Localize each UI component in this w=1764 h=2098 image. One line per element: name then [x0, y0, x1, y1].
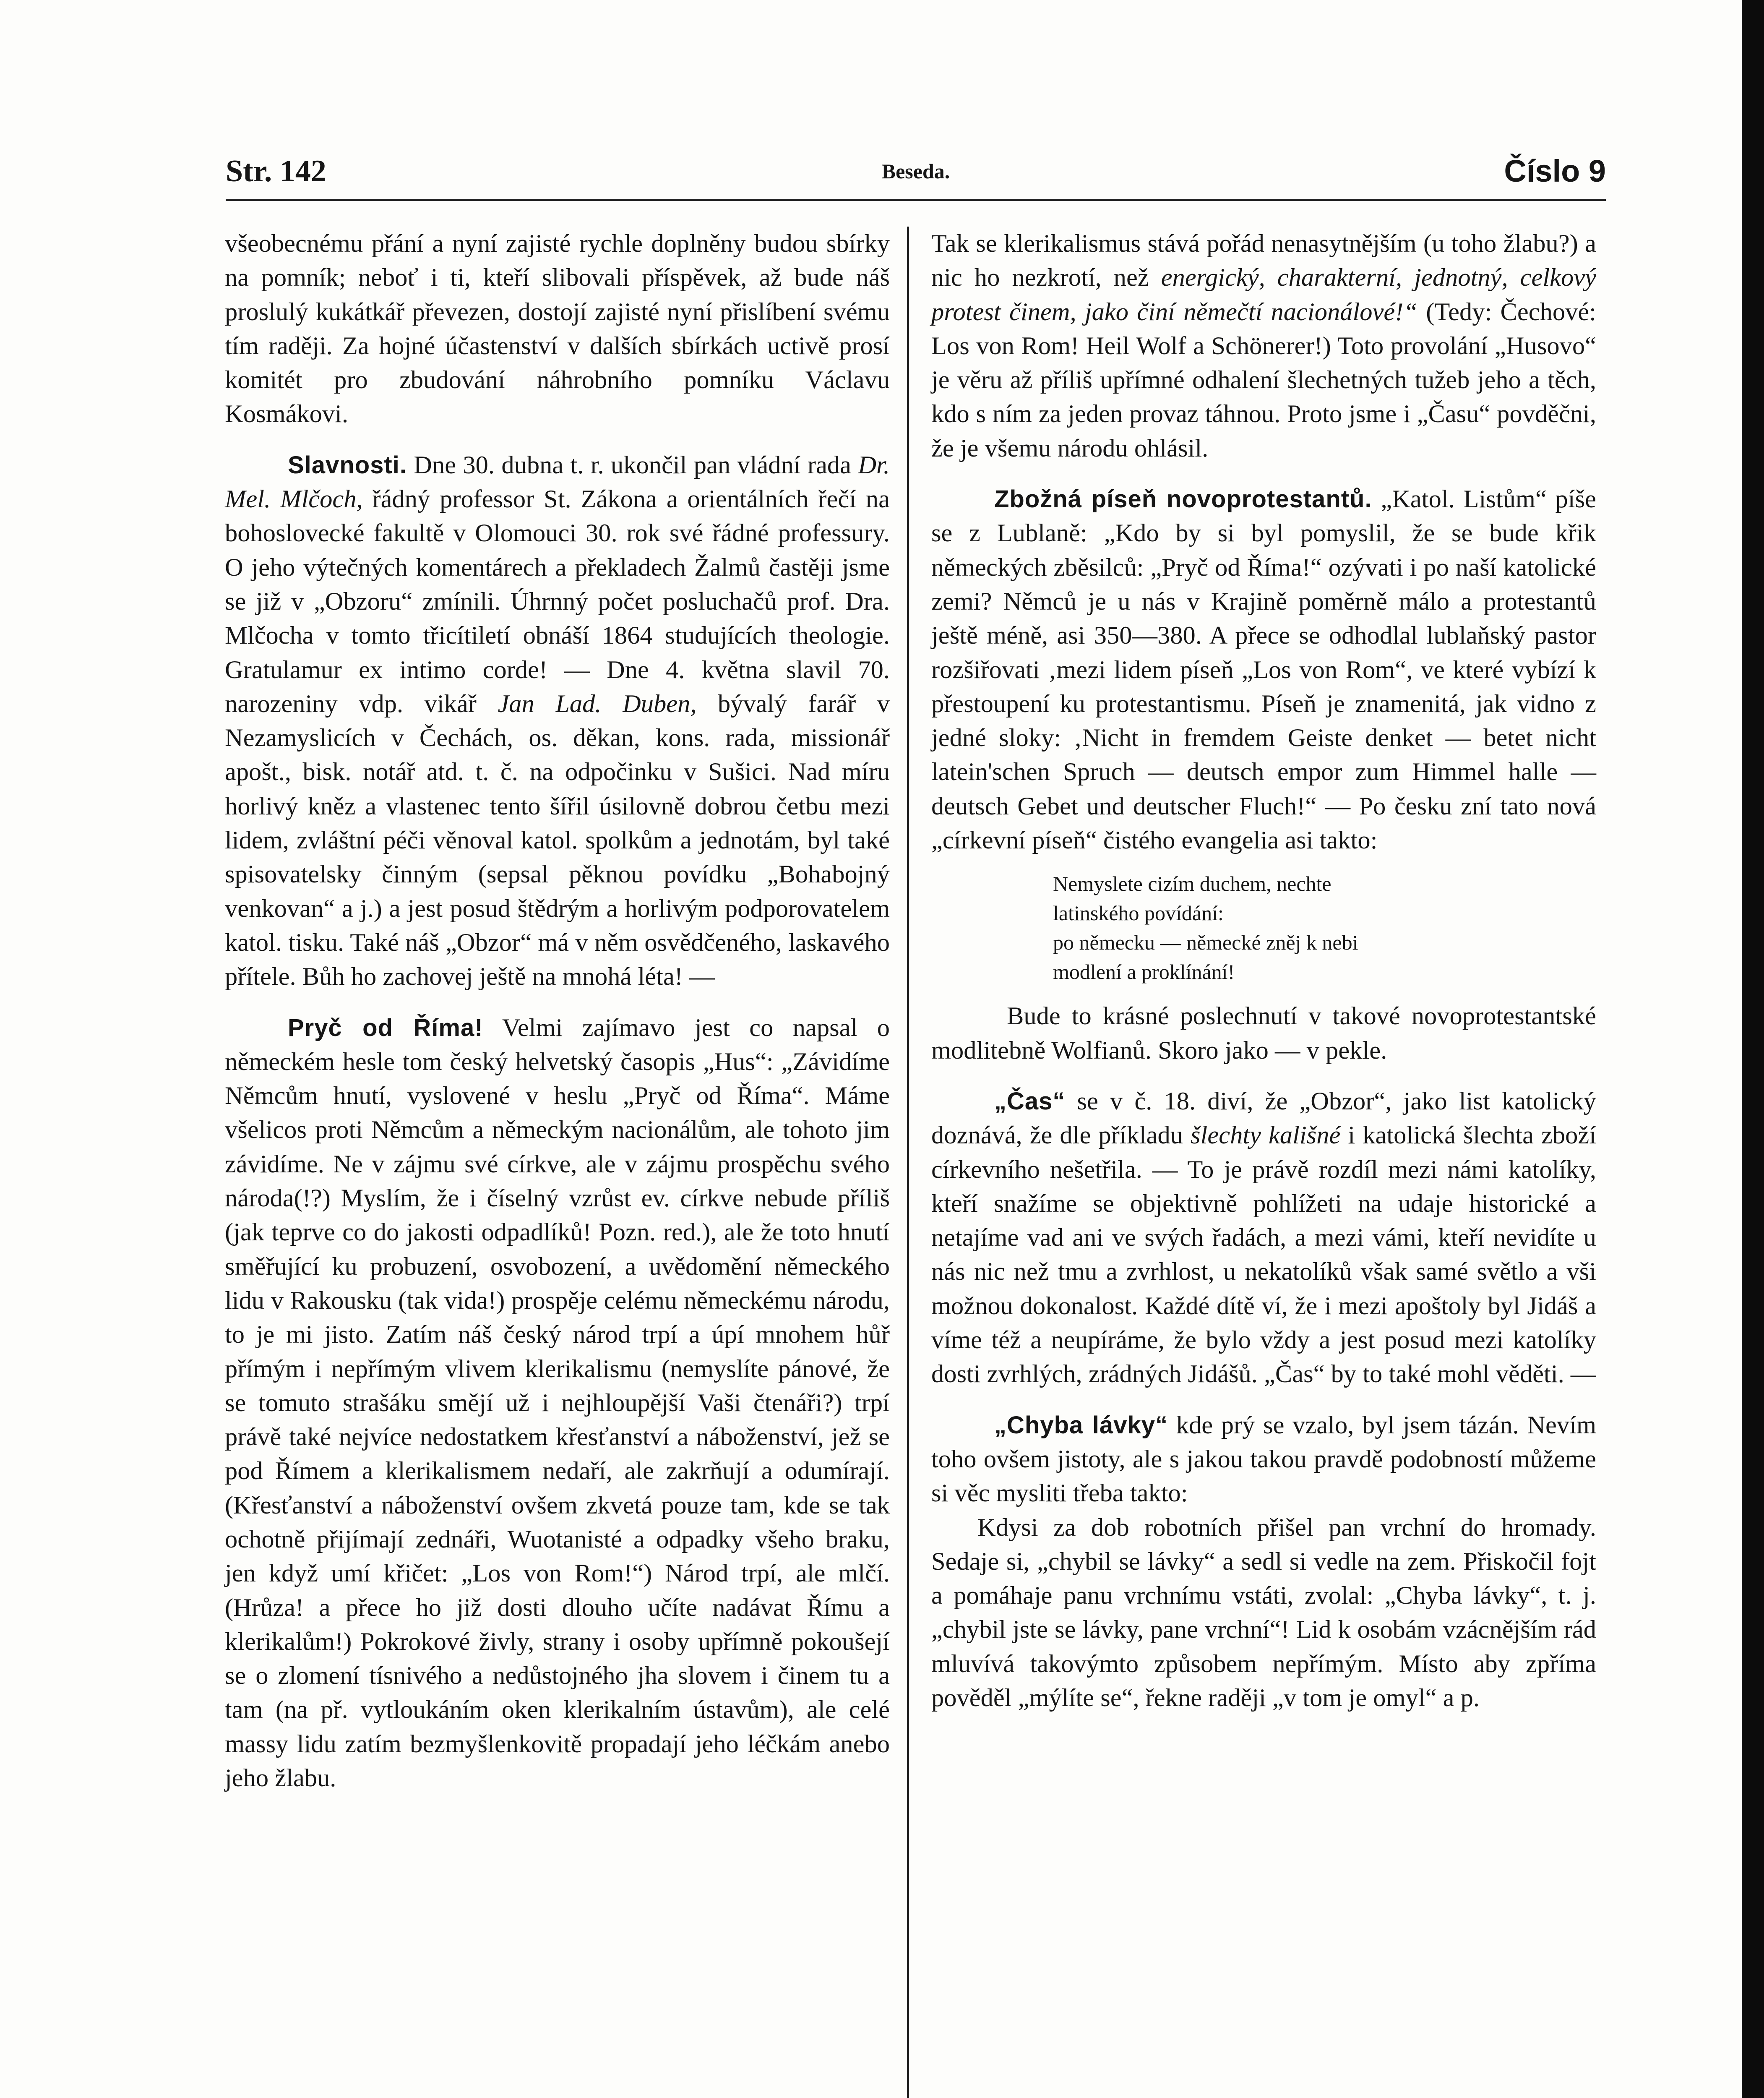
song-quote	[931, 869, 1596, 986]
text-span: řádný professor St. Zákona a orientálních řečí na bohoslovecké fakultě v Olomouci 30. rok své řádné professury. O jeho výtečných komentárech a překladech Žalmů častěji jsme se již v „Obzoru“ zmínili. Úhrnný počet posluchačů prof. Dra. Mlčocha v tomto třicítiletí obnáší 1864 studujících theologie. Gratulamur ex intimo corde! — Dne 4. května slavil 70. narozeniny vdp. vikář	[225, 485, 890, 718]
text-span: kde prý se vzalo, byl jsem tázán. Nevím toho ovšem jistoty, ale s jakou takou pravdě podobností můžeme si věc mysliti třeba takto:	[931, 1411, 1597, 1508]
paragraph-zbozna-pisen	[931, 482, 1596, 857]
section-heading-slavnosti: Slavnosti.	[288, 451, 407, 479]
paragraph-klerikalismus	[931, 227, 1596, 465]
scan-edge	[1742, 0, 1764, 2098]
section-heading-pryc: Pryč od Říma!	[288, 1014, 483, 1041]
text-span: „Katol. Listům“ píše se z Lublaně: „Kdo by si byl pomyslil, že se bude křik německých zběsilců: „Pryč od Říma!“ ozývati i po naší katolické zemi? Němců je u nás v Krajině poměrně málo a protestantů ještě méně, asi 350—380. A přece se odhodlal lublaňský pastor rozšiřovati ‚mezi lidem píseň „Los von Rom“, ve které vybízí k přestoupení ku protestantismu. Píseň je znamenitá, jak vidno z jedné sloky: ‚Nicht in fremdem Geiste denket — betet nicht latein'schen Spruch — deutsch empor zum Himmel halle — deutsch Gebet und deutscher Fluch!“ — Po česku zní tato nová „církevní píseň“ čistého evangelia asi takto:	[931, 485, 1597, 855]
header-title: Beseda.	[881, 159, 950, 183]
emphasis: šlechty kališné	[1191, 1121, 1341, 1150]
header-rule	[226, 199, 1606, 201]
section-heading-zbozna: Zbožná píseň novoprotestantů.	[994, 485, 1372, 513]
quote-line: modlení a proklínání!	[1053, 960, 1235, 984]
text-span: Tak se klerikalismus stává pořád nenasytnějším (u toho žlabu?) a nic ho nezkrotí, než	[931, 230, 1596, 292]
paragraph-cas	[931, 1084, 1596, 1391]
paragraph-peklo	[931, 999, 1596, 1067]
person-name: Dr. Mel. Mlčoch,	[225, 451, 890, 514]
right-column	[931, 227, 1596, 1715]
text-span: Velmi zajímavo jest co napsal o německém hesle tom český helvetský časopis „Hus“: „Závidíme Němcům hnutí, vyslovené v heslu „Pryč od Říma“. Máme všelicos proti Němcům a německým nacionálům, ale tohoto jim závidíme. Ne v zájmu své církve, ale v zájmu prospěchu svého národa(!?) Myslím, že i číselný vzrůst ev. církve nebude příliš (jak teprve co do jakosti odpadlíků! Pozn. red.), ale že toto hnutí směřující ku probuzení, osvobození, a uvědomění německého lidu v Rakousku (tak vida!) prospěje celému německému národu, to je mi jisto. Zatím náš český národ trpí a úpí mnohem hůř přímým i nepřímým vlivem klerikalismu (nemyslíte pánové, že se tomuto strašáku smějí už i nejhloupější Vaši čtenáři?) trpí právě také nejvíce nedostatkem křesťanství a náboženství, jež se pod Římem a klerikalismem nedaří, ale zakrňují a odumírají. (Křesťanství a náboženství ovšem zkvetá pouze tam, kde se tak ochotně přijímají zednáři, Wuotanisté a odpadky všeho braku, jen když umí křičet: „Los von Rom!“) Národ trpí, ale mlčí. (Hrůza! a přece ho již dosti dlouho učíte nadávat Římu a klerikalům!) Pokrokové živly, strany i osoby upřímně pokoušejí se o zlomení tísnivého a nedůstojného jha slovem i činem tu a tam (na př. vytloukáním oken klerikalním ústavům), ale celé massy lidu zatím bezmyšlenkovitě propadají jeho léčkám anebo jeho žlabu.	[225, 1013, 890, 1793]
text-span: (Tedy: Čechové: Los von Rom! Heil Wolf a Schönerer!) Toto provolání „Husovo“ je věru až příliš upřímné odhalení šlechetných tužeb jeho a těch, kdo s ním za jeden provaz táhnou. Proto jsme i „Času“ povděčni, že je všemu národu ohlásil.	[931, 297, 1596, 462]
paragraph-monument: všeobecnému přání a nyní zajisté rychle doplněny budou sbírky na pomník; neboť i ti, kteří slibovali příspěvek, až bude náš proslulý kukátkář převezen, dostojí zajisté nyní přislíbení svému tím raději. Za hojné účastenství v dalších sbírkách uctivě prosí komitét pro zbudování náhrobního pomníku Václavu Kosmákovi.	[225, 230, 890, 428]
text-span: Bude to krásné poslechnutí v takové novoprotestantské modlitebně Wolfianů. Skoro jako — v pekle.	[931, 1002, 1596, 1065]
paragraph-slavnosti	[225, 448, 890, 994]
text-span: Kdysi za dob robotních přišel pan vrchní do hromady. Sedaje si, „chybil se lávky“ a sedl si vedle na zem. Přiskočil fojt a pomáhaje panu vrchnímu vstáti, zvolal: „Chyba lávky“, t. j. „chybil jste se lávky, pane vrchní“! Lid k osobám vzácnějším rád mluvívá takovýmto způsobem nepřímým. Místo aby zpříma pověděl „mýlíte se“, řekne raději „v tom je omyl“ a p.	[931, 1513, 1596, 1712]
text-span: bývalý farář v Nezamyslicích v Čechách, os. děkan, kons. rada, missionář apošt., bisk. notář atd. t. č. na odpočinku v Sušici. Nad míru horlivý kněz a vlastenec tento šířil úsilovně dobrou četbu mezi lidem, zvláštní péči věnoval katol. spolkům a jednotám, byl také spisovatelsky činným (sepsal pěknou povídku „Bohabojný venkovan“ a j.) a jest posud štědrým a horlivým podporovatelem katol. tisku. Také náš „Obzor“ má v něm osvědčeného, laskavého přítele. Bůh ho zachovej ještě na mnohá léta! —	[225, 689, 890, 991]
person-name: Jan Lad. Duben,	[498, 689, 697, 718]
page-number: Str. 142	[226, 154, 326, 188]
text-span: se v č. 18. diví, že „Obzor“, jako list katolický doznává, že dle příkladu	[931, 1087, 1596, 1150]
text-span: Dne 30. dubna t. r. ukončil pan vládní rada	[406, 451, 858, 479]
running-header	[226, 150, 1606, 201]
quote-line: latinského povídání:	[1053, 901, 1224, 925]
left-column	[225, 227, 890, 1795]
section-heading-chyba: „Chyba lávky“	[994, 1411, 1168, 1439]
paragraph-chyba-lavky	[931, 1408, 1596, 1511]
quote-line: Nemyslete cizím duchem, nechte	[1053, 872, 1331, 896]
paragraph-pryc-od-rima	[225, 1011, 890, 1795]
text-span: i katolická šlechta zboží církevního nešetřila. — To je právě rozdíl mezi námi katolíky, kteří snažíme se objektivně pohlížeti na udaje historické a netajíme vad ani ve svých řadách, a mezi vámi, kteří nevidíte u nás nic než tmu a zvrhlost, u nekatolíků však samé světlo a vši možnou dokonalost. Každé dítě ví, že i mezi apoštoly byl Jidáš a víme též a neupíráme, že bylo vždy a jest posud mezi katolíky dosti zvrhlých, zrádných Jidášů. „Čas“ by to také mohl věděti. —	[931, 1121, 1597, 1388]
quote-line: po německu — německé zněj k nebi	[1053, 931, 1358, 955]
paragraph-anecdote	[931, 1511, 1596, 1715]
emphasis: energický, charakterní, jednotný, celkový protest činem, jako činí němečtí nacionálové!“	[931, 264, 1596, 326]
issue-number: Číslo 9	[1504, 154, 1606, 188]
section-heading-cas: „Čas“	[994, 1087, 1066, 1115]
column-divider	[907, 227, 909, 2098]
